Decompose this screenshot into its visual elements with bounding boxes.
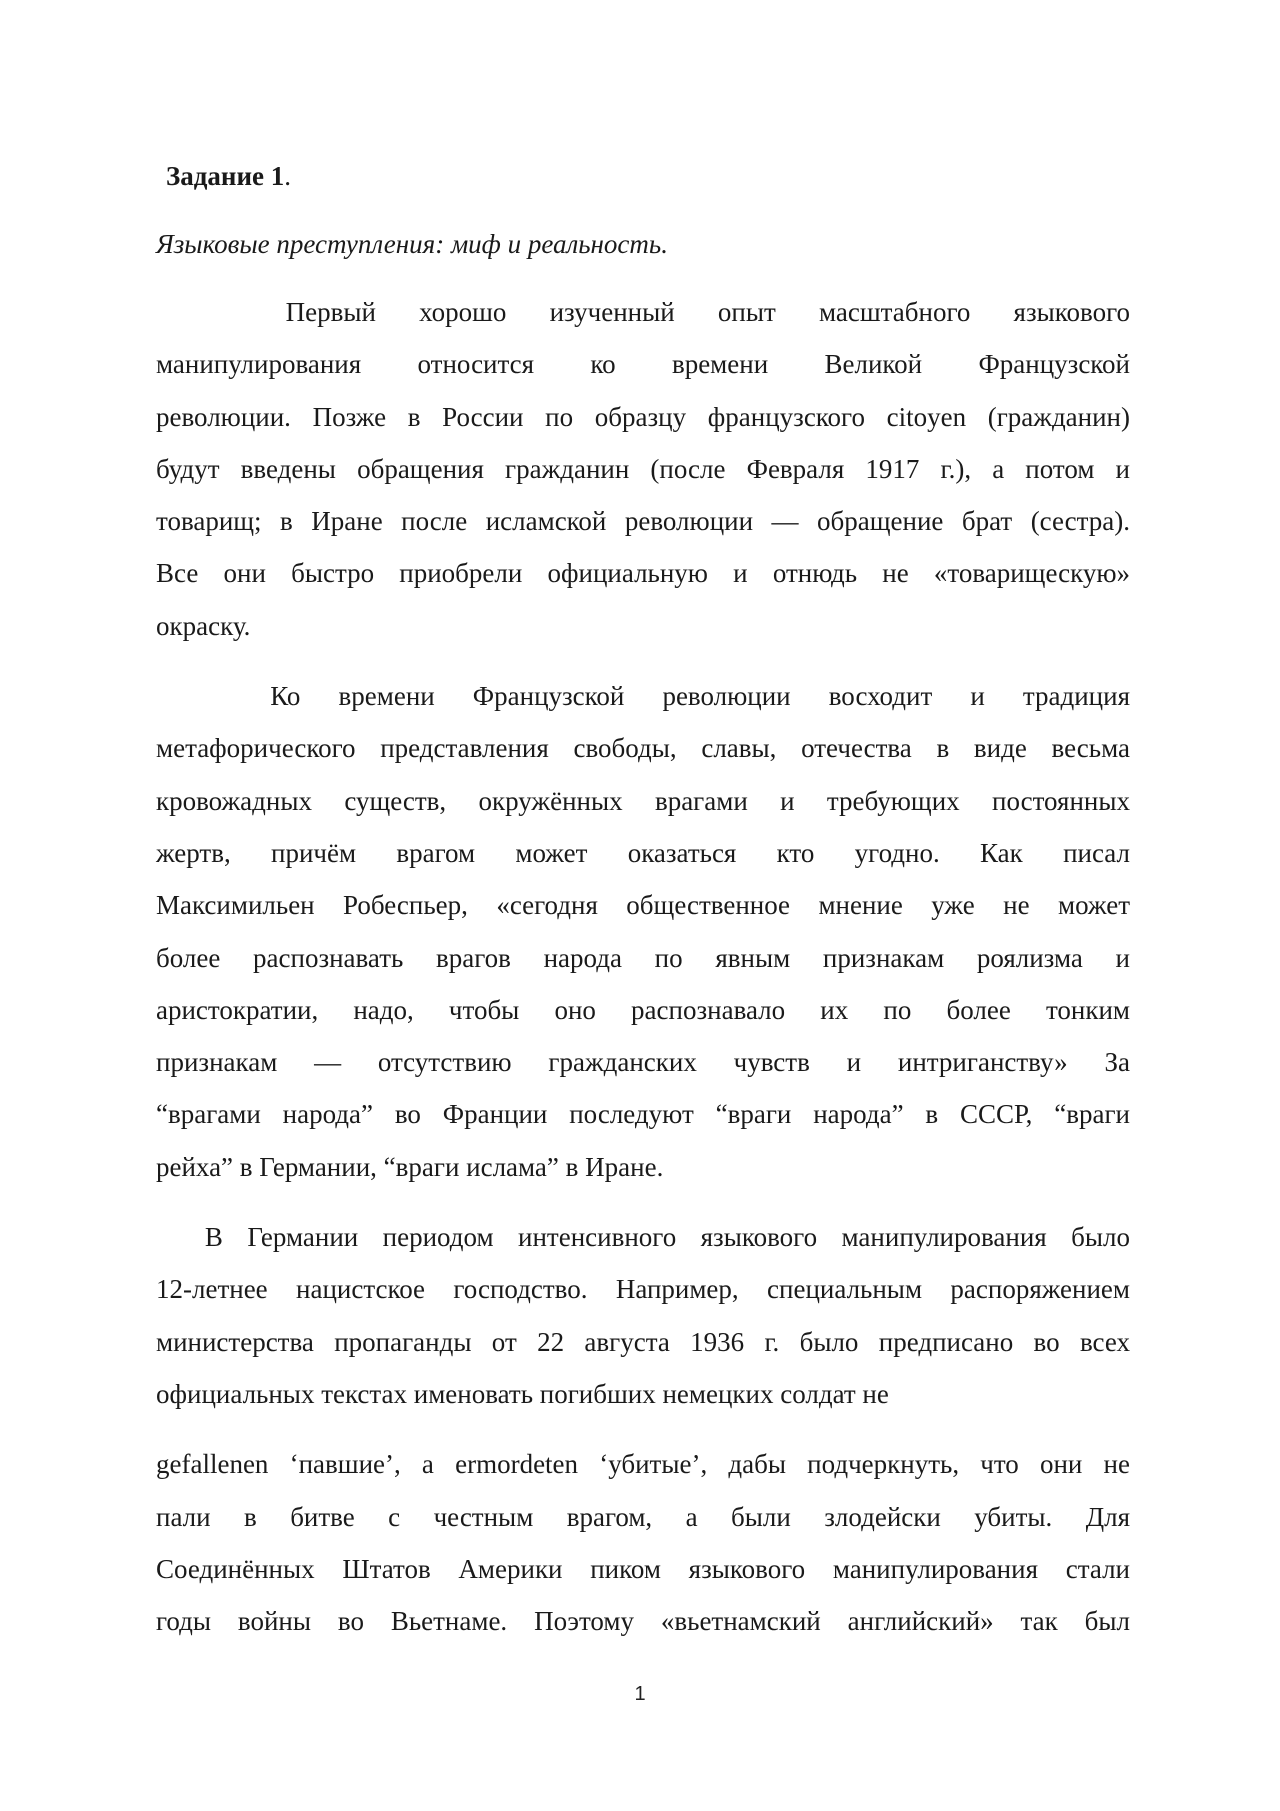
text-line: Первый хорошо изученный опыт масштабного языкового — [156, 297, 1130, 327]
paragraph-2 — [156, 670, 1130, 1193]
assignment-heading-bold: Задание 1 — [166, 161, 285, 191]
text-line: пали в битве с честным врагом, а были злодейски убиты. Для — [156, 1501, 1130, 1532]
document-body — [156, 150, 1130, 1665]
text-line: жертв, причём врагом может оказаться кто угодно. Как писал — [156, 837, 1130, 868]
text-line: “врагами народа” во Франции последуют “враги народа” в СССР, “враги — [156, 1099, 1130, 1130]
assignment-heading-tail: . — [284, 161, 292, 191]
essay-subtitle: Языковые преступления: миф и реальность. — [156, 229, 668, 259]
text-line: признакам — отсутствию гражданских чувств и интриганству» За — [156, 1047, 1130, 1078]
text-line: аристократии, надо, чтобы оно распознавало их по более тонким — [156, 994, 1130, 1025]
text-line: более распознавать врагов народа по явным признакам роялизма и — [156, 942, 1130, 973]
text-line: окраску. — [156, 610, 251, 641]
text-line: кровожадных существ, окружённых врагами и требующих постоянных — [156, 785, 1130, 816]
paragraph-3 — [156, 1211, 1130, 1420]
text-line: товарищ; в Иране после исламской революции — обращение брат (сестра). — [156, 506, 1130, 537]
text-line: Все они быстро приобрели официальную и отнюдь не «товарищескую» — [156, 558, 1130, 589]
text-line: В Германии периодом интенсивного языкового манипулирования было — [156, 1222, 1130, 1253]
text-line: метафорического представления свободы, славы, отечества в виде весьма — [156, 733, 1130, 764]
text-line: Ко времени Французской революции восходит и традиция — [156, 681, 1130, 712]
text-line: революции. Позже в России по образцу французского citoyen (гражданин) — [156, 401, 1130, 432]
text-line: манипулирования относится ко времени Великой Французской — [156, 349, 1130, 380]
text-line: будут введены обращения гражданин (после Февраля 1917 г.), а потом и — [156, 453, 1130, 484]
text-line: министерства пропаганды от 22 августа 1936 г. было предписано во всех — [156, 1326, 1130, 1357]
paragraph-1 — [156, 286, 1130, 652]
text-line: gefallenen ‘павшие’, а ermordeten ‘убитые’, дабы подчеркнуть, что они не — [156, 1449, 1130, 1480]
text-line: Соединённых Штатов Америки пиком языкового манипулирования стали — [156, 1553, 1130, 1584]
text-line: официальных текстах именовать погибших немецких солдат не — [156, 1378, 889, 1409]
text-line: годы войны во Вьетнаме. Поэтому «вьетнамский английский» так был — [156, 1606, 1130, 1637]
page-number: 1 — [634, 1683, 646, 1705]
text-line: рейха” в Германии, “враги ислама” в Иране. — [156, 1151, 664, 1182]
text-line: Максимильен Робеспьер, «сегодня общественное мнение уже не может — [156, 890, 1130, 921]
paragraph-4 — [156, 1438, 1130, 1647]
text-line: 12-летнее нацистское господство. Например, специальным распоряжением — [156, 1274, 1130, 1305]
paragraphs — [156, 286, 1130, 1647]
assignment-heading — [166, 150, 1130, 202]
